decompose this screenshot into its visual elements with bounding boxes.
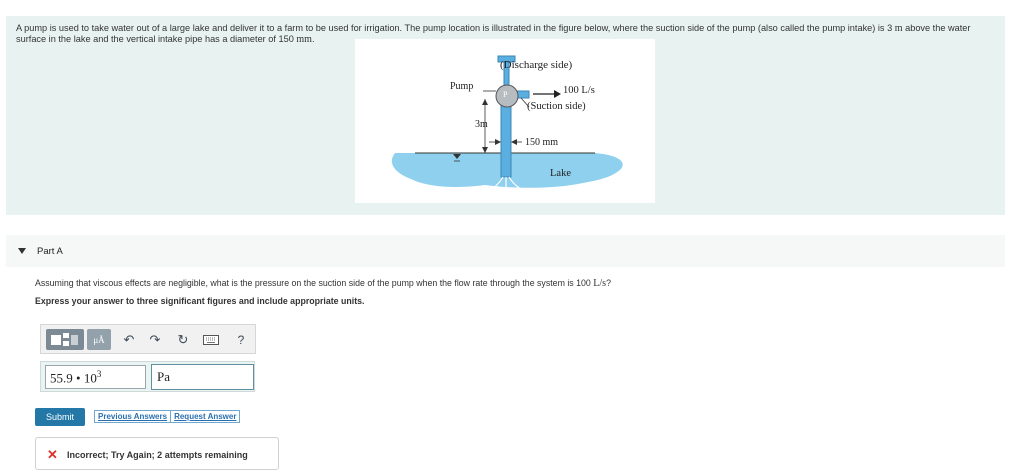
keyboard-icon[interactable]	[201, 329, 221, 350]
instruction-text: Express your answer to three significant figures and include appropriate units.	[35, 296, 365, 306]
problem-text-part1: A pump is used to take water out of a large lake and deliver it to a farm to be used for irrigation. The pump location is illustrated in the figure below, where the suction side of the pump (also called the pump intake) is 3	[16, 23, 893, 33]
unit-meter: m	[894, 23, 903, 34]
question-unit: L/s	[593, 278, 607, 289]
collapse-caret-icon[interactable]	[18, 248, 26, 254]
question-suffix: ?	[606, 278, 611, 288]
feedback-message	[35, 437, 279, 470]
pump-figure	[355, 39, 655, 203]
feedback-text: Incorrect; Try Again; 2 attempts remaining	[67, 450, 248, 460]
submit-button[interactable]: Submit	[35, 408, 85, 426]
question-text	[35, 278, 611, 289]
height-label: 3m	[475, 119, 488, 130]
reset-icon[interactable]: ↻	[177, 331, 189, 347]
template-format-button[interactable]	[46, 329, 84, 350]
answer-links	[94, 410, 240, 423]
value-input[interactable]	[45, 365, 146, 389]
answer-box	[40, 361, 255, 392]
request-answer-link[interactable]: Request Answer	[174, 412, 237, 421]
problem-text-part2: above the water surface in the lake and the vertical intake pipe has a diameter of 150	[16, 23, 971, 45]
flow-rate-label: 100 L/s	[563, 85, 595, 96]
units-button[interactable]: μÅ	[87, 329, 111, 350]
answer-toolbar	[40, 324, 256, 354]
discharge-side-label: (Discharge side)	[500, 59, 573, 71]
error-x-icon: ✕	[47, 447, 58, 462]
suction-side-label: (Suction side)	[527, 101, 586, 112]
help-button[interactable]: ?	[237, 332, 245, 347]
redo-icon[interactable]: ↷	[149, 331, 161, 347]
part-a-header[interactable]	[6, 235, 1005, 267]
pump-label: Pump	[450, 81, 474, 92]
part-title: Part A	[37, 246, 63, 257]
diameter-label: 150 mm	[525, 137, 559, 148]
intake-pipe	[501, 97, 511, 177]
unit-millimeter: mm	[296, 34, 312, 46]
lake-label: Lake	[550, 168, 571, 179]
unit-input[interactable]: Pa	[151, 364, 254, 390]
previous-answers-link[interactable]: Previous Answers	[98, 412, 168, 421]
undo-icon[interactable]: ↶	[123, 331, 135, 347]
question-prefix: Assuming that viscous effects are negligible, what is the pressure on the suction side of the pump when the flow rate through the system is 100	[35, 278, 591, 288]
template-icon	[50, 332, 80, 347]
problem-period: .	[311, 34, 315, 45]
answer-exponent: 3	[96, 369, 102, 379]
pump-p-label: P	[503, 90, 508, 99]
answer-base: 10	[83, 370, 97, 386]
answer-mantissa: 55.9	[50, 370, 73, 386]
answer-multiply-dot: •	[76, 370, 81, 386]
